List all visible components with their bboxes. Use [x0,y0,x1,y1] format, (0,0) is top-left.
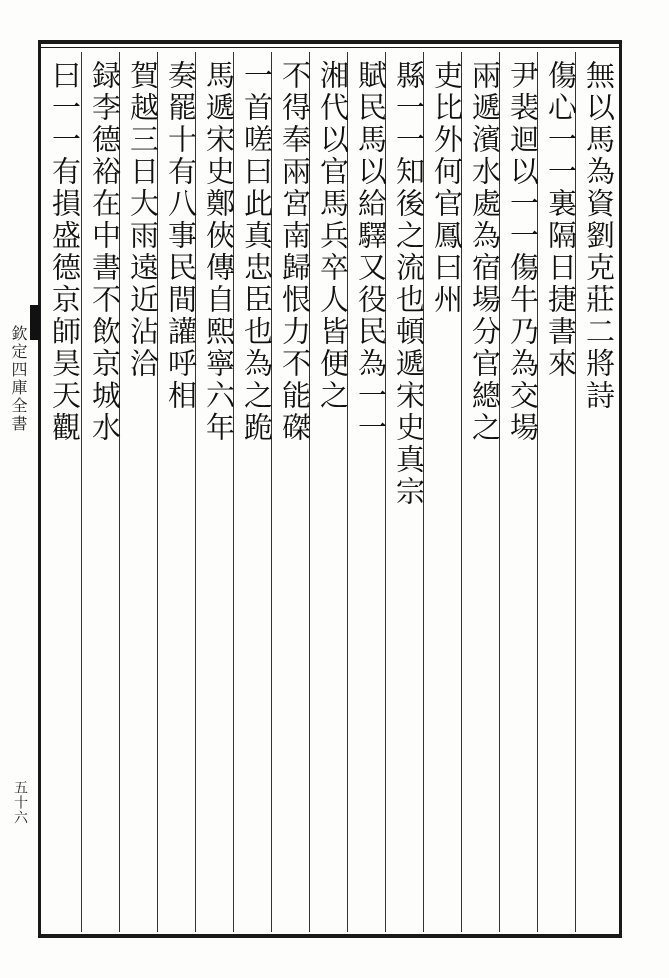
text-column: 傷心一一裏隔日捷書來 [544,60,578,380]
text-column: 曰一一有損盛德京師昊天觀 [48,60,82,444]
text-column: 無以馬為資劉克莊二將詩 [582,60,616,412]
folio-number: 五十六 [12,780,28,825]
margin-title: 欽定四庫全書 [9,325,28,433]
text-column: 不得奉兩宮南歸恨力不能磔 [278,60,312,444]
text-column: 奏罷十有八事民間讙呼相 [164,60,198,412]
text-column: 賀越三日大雨遠近沾洽 [126,60,160,380]
top-border-inner [38,47,622,48]
top-border [38,40,622,44]
text-column: 一首嗟曰此真忠臣也為之跪 [240,60,274,444]
fishtail-mark [30,305,40,340]
text-column: 湘代以官馬兵卒人皆便之 [316,60,350,412]
right-border [619,40,622,938]
text-column: 兩遞濱水處為宿場分官總之 [468,60,502,444]
text-column: 吏比外何官鳳曰州 [430,60,464,316]
bottom-border [38,934,622,938]
left-border [38,40,41,938]
text-column: 賦民馬以給驛又役民為一一 [354,60,388,444]
text-column: 録李德裕在中書不飲京城水 [88,60,122,444]
text-column: 縣一一知後之流也頓遞宋史真宗 [392,60,426,508]
text-column: 尹裴迴以一一傷牛乃為交場 [506,60,540,444]
text-column: 馬遞宋史鄭俠傳自熙寧六年 [202,60,236,444]
